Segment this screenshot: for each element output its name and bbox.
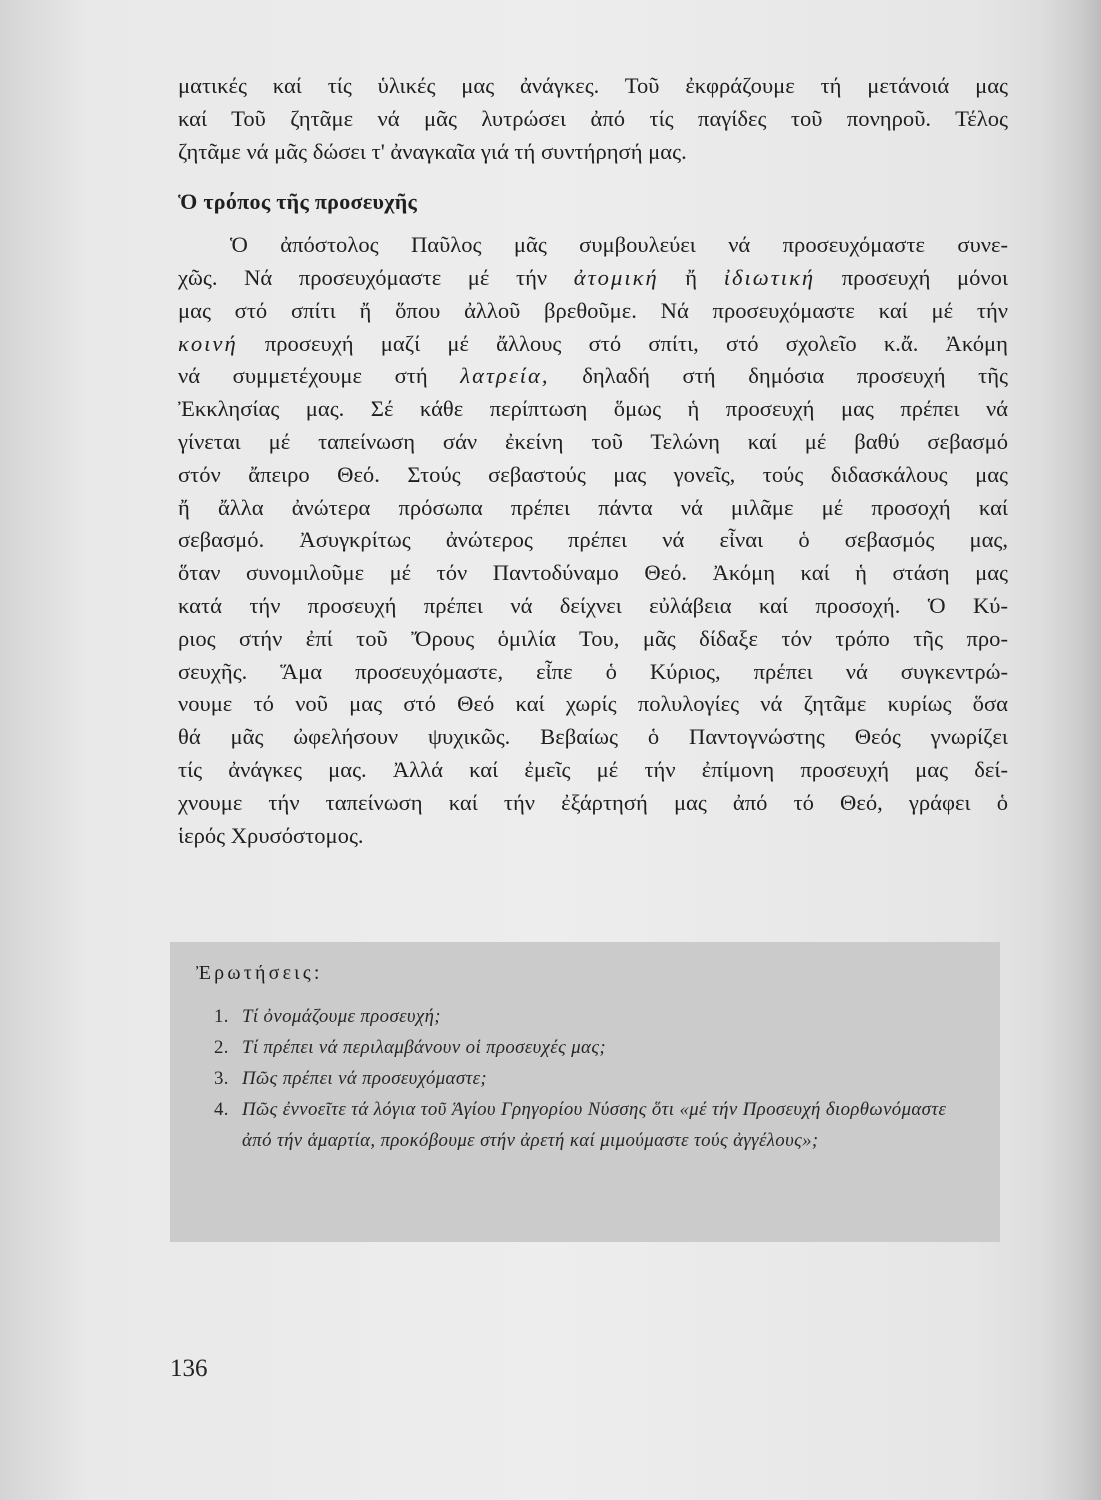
paragraph-line: ἤ ἄλλα ἀνώτερα πρόσωπα πρέπει πάντα νά μιλᾶμε μέ προσοχή καί (178, 494, 1008, 520)
paragraph-line: ἱερός Χρυσόστομος. (178, 822, 364, 848)
question-number: 1. (214, 1006, 229, 1027)
text-run: προσευχή μαζί μέ ἄλλους στό σπίτι, στό σχολεῖο κ.ἄ. Ἀκόμη (264, 330, 1008, 356)
intro-line: ματικές καί τίς ὑλικές μας ἀνάγκες. Τοῦ ἐκφράζουμε τή μετάνοιά μας (178, 73, 1008, 98)
page-edge-shadow (1041, 0, 1101, 1500)
page-number: 136 (170, 1355, 208, 1382)
paragraph-line: Ὁ ἀπόστολος Παῦλος μᾶς συμβουλεύει νά προσευχόμαστε συνε- (230, 232, 1008, 258)
text-run: χῶς. Νά προσευχόμαστε μέ τήν (178, 264, 548, 290)
text-run: ἤ (685, 264, 698, 290)
emphasis-latreia: λατρεία, (460, 363, 550, 389)
paragraph-line: στόν ἄπειρο Θεό. Στούς σεβαστούς μας γονεῖς, τούς διδασκάλους μας (178, 461, 1008, 487)
text-run: νά συμμετέχουμε στή (178, 363, 428, 389)
paragraph-line: μας στό σπίτι ἤ ὅπου ἀλλοῦ βρεθοῦμε. Νά προσευχόμαστε καί μέ τήν (178, 297, 1008, 323)
paragraph-line: νουμε τό νοῦ μας στό Θεό καί χωρίς πολυλογίες νά ζητᾶμε κυρίως ὅσα (178, 691, 1008, 717)
question-text: Πῶς ἐννοεῖτε τά λόγια τοῦ Ἁγίου Γρηγορίου Νύσσης ὅτι «μέ τήν Προσευχή διορθωνόμαστε ἀπό τήν ἁμαρτία, προκόβουμε στήν ἀρετή καί μιμούμαστε τούς ἀγγέλους»; (242, 1099, 947, 1151)
main-text (178, 70, 1008, 852)
question-item (196, 1032, 978, 1063)
paragraph-line: κατά τήν προσευχή πρέπει νά δείχνει εὐλάβεια καί προσοχή. Ὁ Κύ- (178, 592, 1008, 618)
emphasis-idiotiki: ἰδιωτική (723, 264, 816, 290)
intro-line: ζητᾶμε νά μᾶς δώσει τ' ἀναγκαῖα γιά τή συντήρησή μας. (178, 138, 687, 164)
question-text: Τί πρέπει νά περιλαμβάνουν οἱ προσευχές μας; (242, 1037, 606, 1058)
paragraph-line: ριος στήν ἐπί τοῦ Ὄρους ὁμιλία Του, μᾶς δίδαξε τόν τρόπο τῆς προ- (178, 625, 1008, 651)
emphasis-atomiki: ἀτομική (573, 264, 659, 290)
paragraph-line: γίνεται μέ ταπείνωση σάν ἐκείνη τοῦ Τελώνη καί μέ βαθύ σεβασμό (178, 428, 1008, 454)
paragraph-line: σεβασμό. Ἀσυγκρίτως ἀνώτερος πρέπει νά εἶναι ὁ σεβασμός μας, (178, 527, 1008, 553)
paragraph-line (178, 360, 1008, 393)
question-item (196, 1001, 978, 1032)
intro-line: καί Τοῦ ζητᾶμε νά μᾶς λυτρώσει ἀπό τίς παγίδες τοῦ πονηροῦ. Τέλος (178, 105, 1008, 131)
question-text: Τί ὀνομάζουμε προσευχή; (242, 1006, 441, 1027)
question-number: 2. (214, 1037, 229, 1058)
paragraph-line: Ἐκκλησίας μας. Σέ κάθε περίπτωση ὅμως ἡ προσευχή μας πρέπει νά (178, 396, 1008, 422)
paragraph-line: τίς ἀνάγκες μας. Ἀλλά καί ἐμεῖς μέ τήν ἐπίμονη προσευχή μας δεί- (178, 756, 1008, 782)
questions-list (196, 1001, 978, 1156)
paragraph-line (178, 328, 1008, 361)
text-run: δηλαδή στή δημόσια προσευχή τῆς (582, 363, 1009, 389)
questions-box (170, 942, 1000, 1242)
question-number: 3. (214, 1068, 229, 1089)
text-run: προσευχή μόνοι (841, 264, 1009, 290)
emphasis-koini: κοινή (178, 330, 238, 356)
question-item (196, 1063, 978, 1094)
section-heading: Ὁ τρόπος τῆς προσευχῆς (178, 189, 418, 215)
paragraph-line (178, 262, 1008, 295)
questions-title: Ἐρωτήσεις: (196, 962, 323, 984)
question-number: 4. (214, 1099, 229, 1120)
question-text: Πῶς πρέπει νά προσευχόμαστε; (242, 1068, 488, 1089)
paragraph-line: θά μᾶς ὠφελήσουν ψυχικῶς. Βεβαίως ὁ Παντογνώστης Θεός γνωρίζει (178, 724, 1008, 750)
question-item (196, 1094, 978, 1156)
paragraph-line: ὅταν συνομιλοῦμε μέ τόν Παντοδύναμο Θεό. Ἀκόμη καί ἡ στάση μας (178, 560, 1008, 586)
paragraph-line: σευχῆς. Ἅμα προσευχόμαστε, εἶπε ὁ Κύριος, πρέπει νά συγκεντρώ- (178, 658, 1008, 684)
paragraph-line: χνουμε τήν ταπείνωση καί τήν ἐξάρτησή μας ἀπό τό Θεό, γράφει ὁ (178, 789, 1008, 815)
